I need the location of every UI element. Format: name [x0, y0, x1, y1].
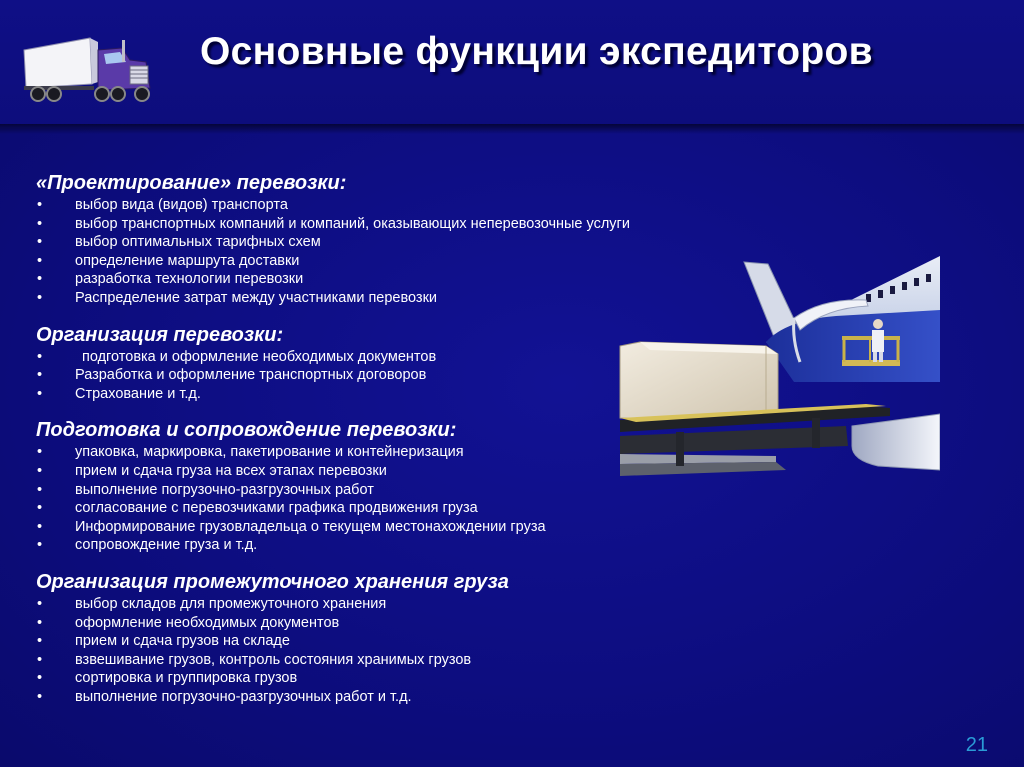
list-item: • подготовка и оформление необходимых документов [37, 348, 437, 365]
bullet-icon: • [37, 688, 43, 705]
bullet-icon: • [37, 518, 43, 535]
list-item: • Информирование грузовладельца о текущем местонахождении груза [37, 518, 546, 535]
list-item: • Страхование и т.д. [37, 385, 201, 402]
section-heading: Организация промежуточного хранения груза [36, 570, 509, 593]
section-heading: Организация перевозки: [36, 323, 284, 346]
list-item: • оформление необходимых документов [37, 614, 340, 631]
list-item: • определение маршрута доставки [37, 252, 300, 269]
list-item: • выполнение погрузочно-разгрузочных работ [37, 481, 374, 498]
bullet-icon: • [37, 614, 43, 631]
bullet-icon: • [37, 348, 43, 365]
list-item: • упаковка, маркировка, пакетирование и контейнеризация [37, 444, 464, 461]
bullet-icon: • [37, 252, 43, 269]
list-item: • выбор вида (видов) транспорта [37, 197, 288, 213]
bullet-icon: • [37, 595, 43, 612]
bullet-icon: • [37, 289, 43, 306]
bullet-icon: • [37, 481, 43, 498]
bullet-icon: • [37, 385, 43, 402]
page-number: 21 [965, 734, 988, 756]
list-item: • взвешивание грузов, контроль состояния хранимых грузов [37, 651, 472, 668]
section-storage [36, 570, 796, 707]
list-item: • Разработка и оформление транспортных договоров [37, 367, 427, 384]
list-item: • прием и сдача груза на всех этапах перевозки [37, 462, 387, 479]
bullet-icon: • [37, 670, 43, 687]
bullet-icon: • [37, 271, 43, 288]
bullet-icon: • [37, 462, 43, 479]
section-heading: «Проектирование» перевозки: [36, 172, 347, 194]
list-item: • разработка технологии перевозки [37, 271, 304, 288]
bullet-icon: • [37, 367, 43, 384]
bullet-icon: • [37, 537, 43, 554]
bullet-icon: • [37, 234, 43, 251]
bullet-list [36, 595, 796, 707]
bullet-icon: • [37, 633, 43, 650]
list-item: • выбор складов для промежуточного хранения [37, 595, 387, 612]
bullet-icon: • [37, 500, 43, 517]
list-item: • выбор оптимальных тарифных схем [37, 234, 321, 251]
list-item: • сопровождение груза и т.д. [37, 537, 258, 554]
bullet-icon: • [37, 215, 43, 232]
bullet-icon: • [37, 651, 43, 668]
list-item: • выбор транспортных компаний и компаний, оказывающих неперевозочные услуги [37, 215, 630, 232]
list-item: • выполнение погрузочно-разгрузочных работ и т.д. [37, 688, 412, 705]
bullet-icon: • [37, 197, 43, 213]
list-item: • прием и сдача грузов на складе [37, 633, 290, 650]
list-item: • согласование с перевозчиками графика продвижения груза [37, 500, 478, 517]
bullet-icon: • [37, 444, 43, 461]
truck-icon [18, 30, 162, 108]
list-item: • сортировка и группировка грузов [37, 670, 298, 687]
header-divider [0, 124, 1024, 134]
slide-title: Основные функции экспедиторов [200, 30, 873, 73]
list-item: • Распределение затрат между участниками перевозки [37, 289, 438, 306]
cargo-plane-loading-icon [616, 250, 940, 496]
section-heading: Подготовка и сопровождение перевозки: [36, 419, 457, 442]
